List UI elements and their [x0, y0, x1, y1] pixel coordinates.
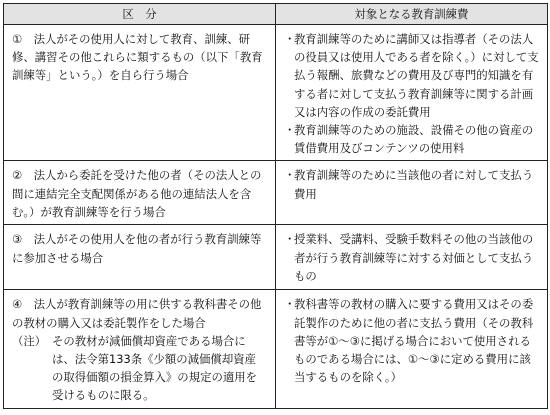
expenses-cell — [276, 225, 548, 290]
bullet: ・ — [284, 232, 296, 247]
expense-item — [284, 30, 540, 121]
expense-text: 教育訓練等のための施設、設備その他の資産の賃借費用及びコンテンツの使用料 — [294, 123, 534, 156]
expenses-cell — [276, 290, 548, 409]
table-row — [4, 161, 548, 225]
bullet: ・ — [284, 168, 296, 183]
category-cell — [4, 25, 276, 161]
table-header-row — [4, 4, 548, 25]
category-cell — [4, 225, 276, 290]
bullet: ・ — [284, 123, 296, 138]
expenses-cell — [276, 161, 548, 225]
training-cost-table — [3, 3, 548, 409]
expense-text: 授業料、受講料、受験手数料その他の当該他の者が行う教育訓練等に対する対価として支払うもの — [294, 232, 534, 283]
expense-text: 教育訓練等のために当該他の者に対して支払う費用 — [294, 168, 534, 201]
category-cell — [4, 290, 276, 409]
bullet: ・ — [284, 32, 296, 46]
category-text: ② 法人から委託を受けた他の者（その法人との間に連結完全支配関係がある他の連結法人を含む。）が教育訓練等を行う場合 — [12, 168, 262, 219]
category-text: ④ 法人が教育訓練等の用に供する教科書その他の教材の購入又は委託製作をした場合 — [12, 297, 262, 330]
table-row — [4, 25, 548, 161]
expense-item — [284, 166, 540, 202]
category-text: ③ 法人がその使用人を他の者が行う教育訓練等に参加させる場合 — [12, 232, 262, 265]
table-row — [4, 225, 548, 290]
expense-item — [284, 295, 540, 386]
header-category: 区 分 — [4, 4, 276, 25]
expense-text: 教科書等の教材の購入に要する費用又はその委託製作のために他の者に支払う費用（その教科書等が①～③に掲げる場合において使用されるものである場合には、①～③に定める費用に該当するものを除く。） — [294, 297, 534, 385]
expense-item — [284, 230, 540, 285]
expense-text: 教育訓練等のために講師又は指導者（その法人の役員又は使用人である者を除く。）に対して支払う報酬、旅費などの費用及び専門的知識を有する者に対して支払う教育訓練等に関する計画又は内容の作成の委託費用 — [294, 32, 539, 119]
table-row — [4, 290, 548, 409]
header-expenses: 対象となる教育訓練費 — [276, 4, 548, 25]
category-cell — [4, 161, 276, 225]
expense-item — [284, 121, 540, 157]
category-text: ① 法人がその使用人に対して教育、訓練、研修、講習その他これらに類するもの（以下「教育訓練等」という。）を自ら行う場合 — [12, 32, 263, 83]
note-text: その教材が減価償却資産である場合には、法令第133条《少額の減価償却資産の取得価額の損金算入》の規定の適用を受けるものに限る。 — [52, 333, 258, 403]
expenses-cell — [276, 25, 548, 161]
category-note — [12, 332, 267, 405]
bullet: ・ — [284, 297, 296, 312]
note-label: （注） — [12, 333, 47, 348]
